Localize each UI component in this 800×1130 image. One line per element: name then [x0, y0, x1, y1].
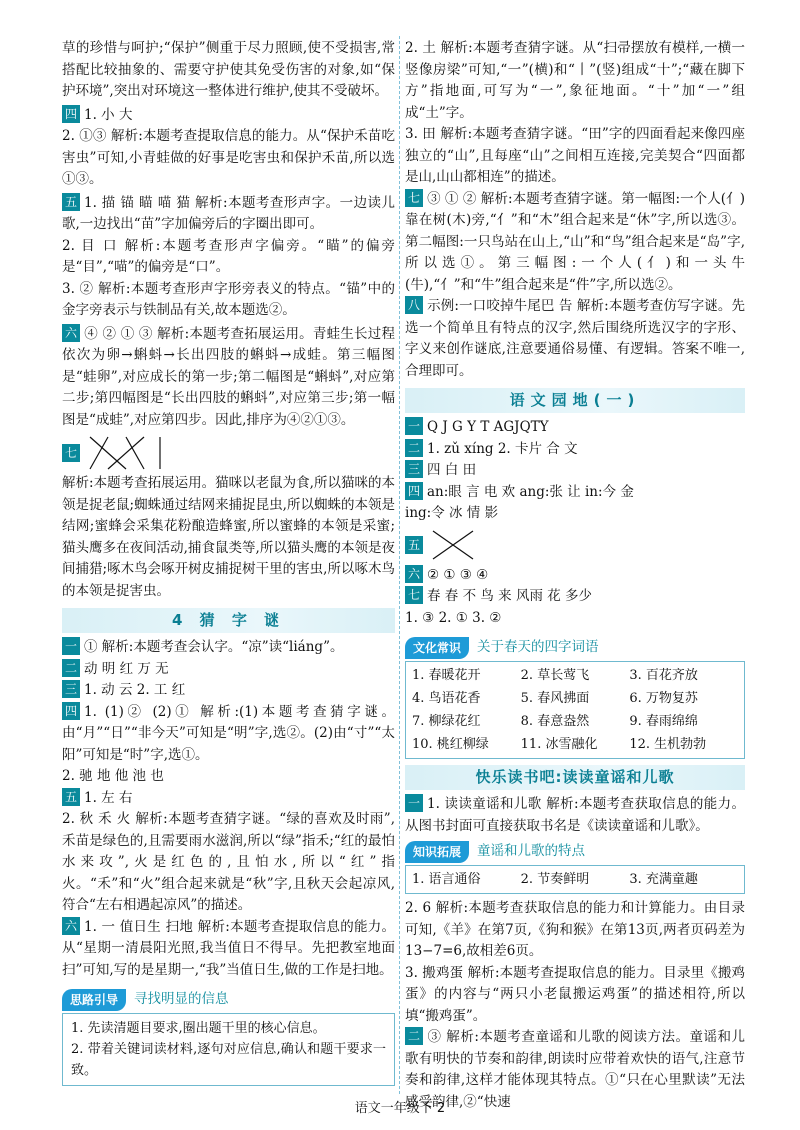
section-badge: 七 — [62, 444, 80, 462]
answer-text: ④ ② ① ③ 解析:本题考查拓展运用。青蛙生长过程依次为卵→蝌蚪→长出四肢的蝌蚪→成蛙。第三幅图是“蛙卵”,对应成长的第一步;第二幅图是“蝌蚪”,对应第二步;第四幅图是“长出四肢的蝌蚪”,对应第三步;第一幅图是“成蛙”,对应第四步。因此,排序为④②①③。 — [62, 325, 395, 428]
answer-item — [62, 659, 395, 681]
culture-title: 关于春天的四字词语 — [477, 639, 599, 656]
tip-title: 寻找明显的信息 — [134, 991, 229, 1008]
section-badge: 三 — [405, 460, 423, 478]
answer-item — [405, 586, 745, 608]
word-item: 3. 百花齐放 — [629, 668, 698, 683]
matching-lines-diagram — [84, 433, 164, 473]
answer-text: 3. ② 解析:本题考查形声字形旁表义的特点。“锚”中的金字旁表示与铁制品有关,故本题选②。 — [62, 280, 395, 318]
answer-item — [62, 433, 395, 473]
word-item: 12. 生机勃勃 — [629, 737, 707, 752]
knowledge-header — [405, 841, 745, 863]
answer-item — [62, 193, 395, 236]
section-title: 快乐读书吧:读读童谣和儿歌 — [405, 765, 745, 790]
answer-text: ③ ① ② 解析:本题考查猜字谜。第一幅图:一个人(亻)靠在树(木)旁,“亻”和“木”组合起来是“休”字,所以选③。第二幅图:一只鸟站在山上,“山”和“鸟”组合起来是“岛”字,所以选①。第三幅图:一个人(亻)和一头牛(牛),“亻”和“牛”组合起来是“件”字,所以选②。 — [405, 190, 745, 293]
answer-text: ② ① ③ ④ — [427, 566, 489, 583]
column-divider — [399, 36, 400, 1094]
knowledge-title: 童谣和儿歌的特点 — [477, 843, 586, 860]
answer-text: 2. 目 口 解析:本题考查形声字偏旁。“瞄”的偏旁是“目”,“喵”的偏旁是“口”。 — [62, 237, 395, 275]
section-badge: 二 — [62, 659, 80, 677]
section-badge: 一 — [405, 794, 423, 812]
answer-text: ① 解析:本题考查会认字。“凉”读“liáng”。 — [84, 639, 344, 655]
answer-item — [62, 702, 395, 767]
matching-lines-diagram — [427, 525, 487, 565]
answer-item — [62, 324, 395, 432]
page-footer: 语文一年级下 2 — [354, 1101, 446, 1116]
knowledge-tag: 知识拓展 — [405, 841, 469, 863]
answer-text: 1. 一 值日生 扫地 解析:本题考查提取信息的能力。从“星期一清晨阳光照,我当值日不得早。先把教室地面扫”可知,写的是星期一,“我”当值日生,做的工作是扫地。 — [62, 918, 395, 978]
word-item: 1. 春暖花开 — [412, 668, 481, 683]
spring-words-grid — [405, 661, 745, 759]
word-item: 4. 鸟语花香 — [412, 691, 481, 706]
answer-item — [405, 439, 745, 461]
section-badge: 二 — [405, 439, 423, 457]
word-item: 5. 春风拂面 — [520, 691, 590, 706]
culture-header — [405, 637, 745, 659]
answer-text: 草的珍惜与呵护;“保护”侧重于尽力照顾,使不受损害,常搭配比较抽象的、需要守护使其免受伤害的对象,如“保护环境”,突出对环境这一整体进行维护,使其不受破坏。 — [62, 40, 395, 99]
section-title: 语文园地(一) — [405, 388, 745, 413]
answer-item — [405, 525, 745, 565]
answer-item — [62, 680, 395, 702]
word-item: 7. 柳绿花红 — [412, 714, 481, 729]
answer-text: 2. ①③ 解析:本题考查提取信息的能力。从“保护禾苗吃害虫”可知,小青蛙做的好事是吃害虫和保护禾苗,所以选①③。 — [62, 128, 395, 187]
answer-item — [405, 189, 745, 297]
answer-text: ing:令 冰 情 影 — [405, 505, 499, 521]
answer-text: 1. 读读童谣和儿歌 解析:本题考查获取信息的能力。从图书封面可直接获取书名是《读读童谣和儿歌》。 — [405, 796, 745, 834]
section-badge: 五 — [62, 193, 80, 211]
knowledge-item: 2. 节奏鲜明 — [520, 872, 590, 887]
answer-text: ③ 解析:本题考查童谣和儿歌的阅读方法。童谣和儿歌有明快的节奏和韵律,朗读时应带着欢快的语气,注意节奏和韵律,这样才能体现其特点。①“只在心里默读”无法感受韵律,②“快速 — [405, 1029, 745, 1110]
answer-text: 1. 描 锚 瞄 喵 猫 解析:本题考查形声字。一边读儿歌,一边找出“苗”字加偏旁后的字圈出即可。 — [62, 194, 395, 232]
answer-text: 3. 田 解析:本题考查猜字谜。“田”字的四面看起来像四座独立的“山”,且每座“山”之间相互连接,完美契合“四面都是山,山山都相连”的描述。 — [405, 126, 745, 185]
answer-text: 1. 左 右 — [84, 789, 133, 806]
section-badge: 六 — [62, 324, 80, 342]
answer-text: 四 白 田 — [427, 462, 477, 478]
section-badge: 四 — [62, 702, 80, 720]
answer-item — [405, 417, 745, 439]
left-column — [62, 38, 395, 1086]
word-item: 6. 万物复苏 — [629, 691, 698, 706]
answer-text: 示例:一口咬掉牛尾巴 告 解析:本题考查仿写字谜。先选一个简单且有特点的汉字,然后围绕所选汉字的字形、字义来创作谜底,注意要通俗易懂、有逻辑。答案不唯一,合理即可。 — [405, 298, 745, 379]
answer-text: 动 明 红 万 无 — [84, 660, 169, 677]
answer-text: 1. 动 云 2. 工 红 — [84, 682, 186, 698]
word-item: 10. 桃红柳绿 — [412, 737, 489, 752]
answer-text: 1. 小 大 — [84, 106, 133, 123]
answer-text: 2. 土 解析:本题考查猜字谜。从“扫帚摆放有模样,一横一竖像房梁”可知,“一”(横)和“丨”(竖)组成“十”;“藏在脚下方”指地面,可写为“一”,象征地面。“十”加“一”组成“土”字。 — [405, 40, 745, 121]
answer-item — [405, 460, 745, 482]
section-badge: 八 — [405, 296, 423, 314]
section-badge: 六 — [405, 565, 423, 583]
tip-line: 1. 先读清题目要求,圈出题干里的核心信息。 — [71, 1021, 326, 1036]
answer-item — [405, 565, 745, 587]
answer-item — [62, 637, 395, 659]
lesson-title: 4 猜 字 谜 — [62, 608, 395, 633]
tip-header — [62, 989, 395, 1011]
word-item: 2. 草长莺飞 — [520, 668, 590, 683]
section-badge: 七 — [405, 189, 423, 207]
section-badge: 三 — [62, 680, 80, 698]
section-badge: 四 — [405, 482, 423, 500]
section-badge: 七 — [405, 586, 423, 604]
section-badge: 一 — [62, 637, 80, 655]
answer-text: 2. 驰 地 他 池 也 — [62, 768, 164, 784]
right-column — [405, 38, 745, 1113]
answer-text: 3. 搬鸡蛋 解析:本题考查提取信息的能力。目录里《搬鸡蛋》的内容与“两只小老鼠搬运鸡蛋”的描述相符,所以填“搬鸡蛋”。 — [405, 964, 745, 1024]
answer-text: an:眼 言 电 欢 ang:张 让 in:今 金 — [427, 483, 634, 500]
word-item: 9. 春雨绵绵 — [629, 714, 698, 729]
knowledge-box — [405, 865, 745, 894]
tip-line: 2. 带着关键词读材料,逐句对应信息,确认和题干要求一致。 — [71, 1042, 386, 1078]
answer-text: 2. 秋 禾 火 解析:本题考查猜字谜。“绿的喜欢及时雨”,禾苗是绿色的,且需要雨水滋润,所以“绿”指禾;“红的最怕水来攻”,火是红色的,且怕水,所以“红”指火。“禾”和“火”组合起来就是“秋”字,且秋天会起凉风,符合“左右相遇起凉风”的描述。 — [62, 811, 395, 913]
answer-text: 2. 6 解析:本题考查获取信息的能力和计算能力。由目录可知,《羊》在第7页,《狗和猴》在第13页,两者页码差为13−7=6,故相差6页。 — [405, 900, 745, 959]
answer-item — [405, 794, 745, 837]
answer-item — [405, 482, 745, 504]
answer-text: Q J G Y T AGJQTY — [427, 419, 549, 435]
section-badge: 四 — [62, 105, 80, 123]
answer-text: 1. (1)② (2)① 解析:(1)本题考查猜字谜。由“月”“日”“非今天”可知是“明”字,选②。(2)由“寸”“太阳”可知是“时”字,选①。 — [62, 703, 395, 763]
knowledge-item: 3. 充满童趣 — [629, 872, 698, 887]
tip-tag: 思路引导 — [62, 989, 126, 1011]
answer-item — [62, 788, 395, 810]
section-badge: 一 — [405, 417, 423, 435]
answer-text: 春 春 不 鸟 来 风雨 花 多少 — [427, 588, 593, 604]
answer-text: 解析:本题考查拓展运用。猫咪以老鼠为食,所以猫咪的本领是捉老鼠;蜘蛛通过结网来捕捉昆虫,所以蜘蛛的本领是结网;蜜蜂会采集花粉酿造蜂蜜,所以蜜蜂的本领是采蜜;猫头鹰多在夜间活动,捕食鼠类等,所以猫头鹰的本领是夜间捕猎;啄木鸟会啄开树皮捕捉树干里的害虫,所以啄木鸟的本领是捉害虫。 — [62, 475, 395, 599]
answer-item — [62, 105, 395, 127]
word-item: 8. 春意盎然 — [520, 714, 590, 729]
section-badge: 五 — [405, 536, 423, 554]
word-item: 11. 冰雪融化 — [520, 737, 598, 752]
answer-item — [405, 296, 745, 382]
section-badge: 二 — [405, 1027, 423, 1045]
answer-text: 1. zǔ xíng 2. 卡片 合 文 — [427, 440, 578, 457]
culture-tag: 文化常识 — [405, 637, 469, 659]
section-badge: 五 — [62, 788, 80, 806]
answer-item — [62, 917, 395, 982]
answer-text: 1. ③ 2. ① 3. ② — [405, 609, 502, 626]
tip-box — [62, 1013, 395, 1086]
knowledge-item: 1. 语言通俗 — [412, 872, 481, 887]
section-badge: 六 — [62, 917, 80, 935]
